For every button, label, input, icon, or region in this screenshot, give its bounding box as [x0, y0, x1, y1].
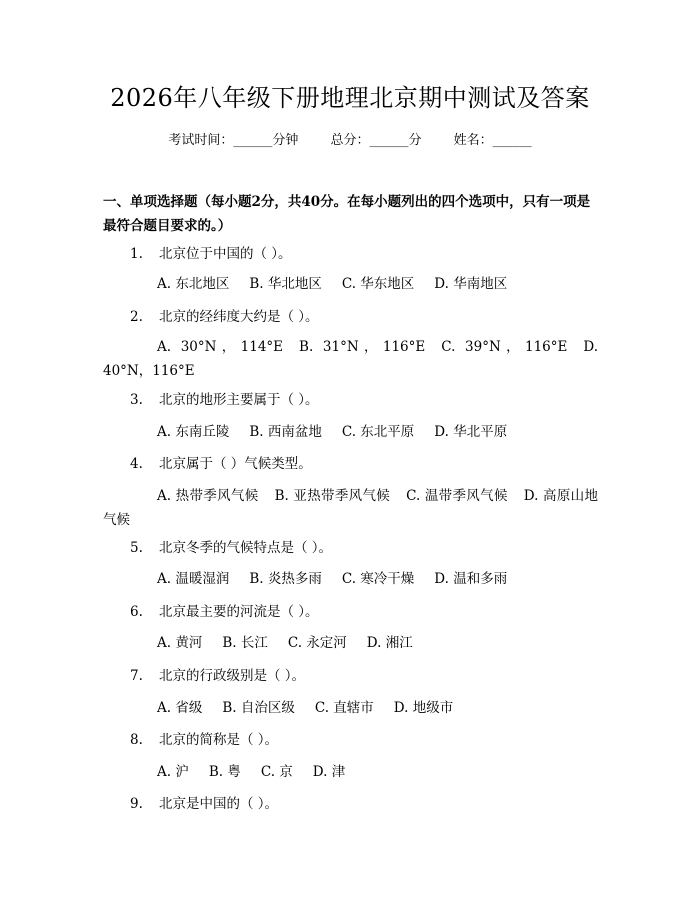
question-7-options	[157, 698, 473, 718]
section-heading: 一、单项选择题（每小题2分，共40分。在每小题列出的四个选项中，只有一项是最符合题目要求的。）	[103, 194, 591, 234]
question-7	[130, 666, 305, 686]
question-number: 8.	[130, 732, 143, 748]
question-4-options	[103, 484, 598, 532]
option-b: B. 华北地区	[249, 276, 322, 292]
question-number: 3.	[130, 392, 143, 408]
option-d: D. 华北平原	[434, 424, 508, 440]
exam-info-line	[0, 131, 700, 151]
option-d: D. 温和多雨	[434, 571, 508, 587]
option-b: B. 炎热多雨	[249, 571, 322, 587]
option-c: C. 直辖市	[314, 700, 374, 716]
option-b: B. 31°N，116°E	[299, 339, 426, 355]
question-3	[130, 390, 319, 410]
question-number: 7.	[130, 668, 143, 684]
question-number: 6.	[130, 604, 143, 620]
option-a: A. 热带季风气候	[157, 488, 259, 504]
option-d: D. 津	[312, 764, 346, 780]
option-d: D. 高原山地气候	[103, 488, 598, 528]
option-c: C. 寒冷干燥	[341, 571, 415, 587]
question-8-options	[157, 762, 365, 782]
option-c: C. 温带季风气候	[406, 488, 508, 504]
option-c: C. 39°N，116°E	[441, 339, 568, 355]
total-score-field: 总分：______分	[330, 133, 422, 148]
option-c: C. 华东地区	[341, 276, 415, 292]
option-d: D. 地级市	[393, 700, 454, 716]
question-number: 2.	[130, 309, 143, 325]
question-1	[130, 244, 292, 264]
question-number: 5.	[130, 540, 143, 556]
name-field: 姓名：______	[453, 133, 532, 148]
option-c: C. 东北平原	[341, 424, 415, 440]
question-6	[130, 602, 319, 622]
question-number: 9.	[130, 796, 143, 812]
option-b: B. 自治区级	[222, 700, 295, 716]
option-b: B. 西南盆地	[249, 424, 322, 440]
question-text: 北京冬季的气候特点是（ ）。	[159, 540, 333, 556]
option-c: C. 永定河	[287, 635, 347, 651]
question-text: 北京的经纬度大约是（ ）。	[159, 309, 319, 325]
option-a: A. 30°N，114°E	[157, 339, 284, 355]
question-4	[130, 454, 312, 474]
question-text: 北京最主要的河流是（ ）。	[159, 604, 319, 620]
option-d: D. 华南地区	[434, 276, 508, 292]
page-title: 2026年八年级下册地理北京期中测试及答案	[110, 84, 590, 112]
exam-time-field: 考试时间：______分钟	[168, 133, 299, 148]
option-d: D. 40°N，116°E	[103, 339, 598, 379]
question-text: 北京是中国的（ ）。	[159, 796, 279, 812]
question-5	[130, 538, 332, 558]
question-6-options	[157, 633, 433, 653]
question-text: 北京的地形主要属于（ ）。	[159, 392, 319, 408]
question-text: 北京属于（ ）气候类型。	[159, 456, 312, 472]
question-2	[130, 307, 319, 327]
option-b: B. 亚热带季风气候	[274, 488, 391, 504]
option-a: A. 黄河	[157, 635, 203, 651]
question-number: 4.	[130, 456, 143, 472]
question-5-options	[157, 569, 527, 589]
option-a: A. 东北地区	[157, 276, 230, 292]
question-8	[130, 730, 278, 750]
question-text: 北京的行政级别是（ ）。	[159, 668, 306, 684]
option-b: B. 粤	[208, 764, 241, 780]
question-text: 北京的简称是（ ）。	[159, 732, 279, 748]
option-d: D. 湘江	[366, 635, 413, 651]
question-text: 北京位于中国的（ ）。	[159, 246, 292, 262]
option-b: B. 长江	[222, 635, 268, 651]
option-a: A. 省级	[157, 700, 203, 716]
option-c: C. 京	[260, 764, 293, 780]
question-number: 1.	[130, 246, 143, 262]
question-2-options	[103, 335, 598, 383]
option-a: A. 沪	[157, 764, 189, 780]
question-3-options	[157, 422, 527, 442]
question-9	[130, 794, 278, 814]
question-1-options	[157, 274, 527, 294]
option-a: A. 温暖湿润	[157, 571, 230, 587]
option-a: A. 东南丘陵	[157, 424, 230, 440]
